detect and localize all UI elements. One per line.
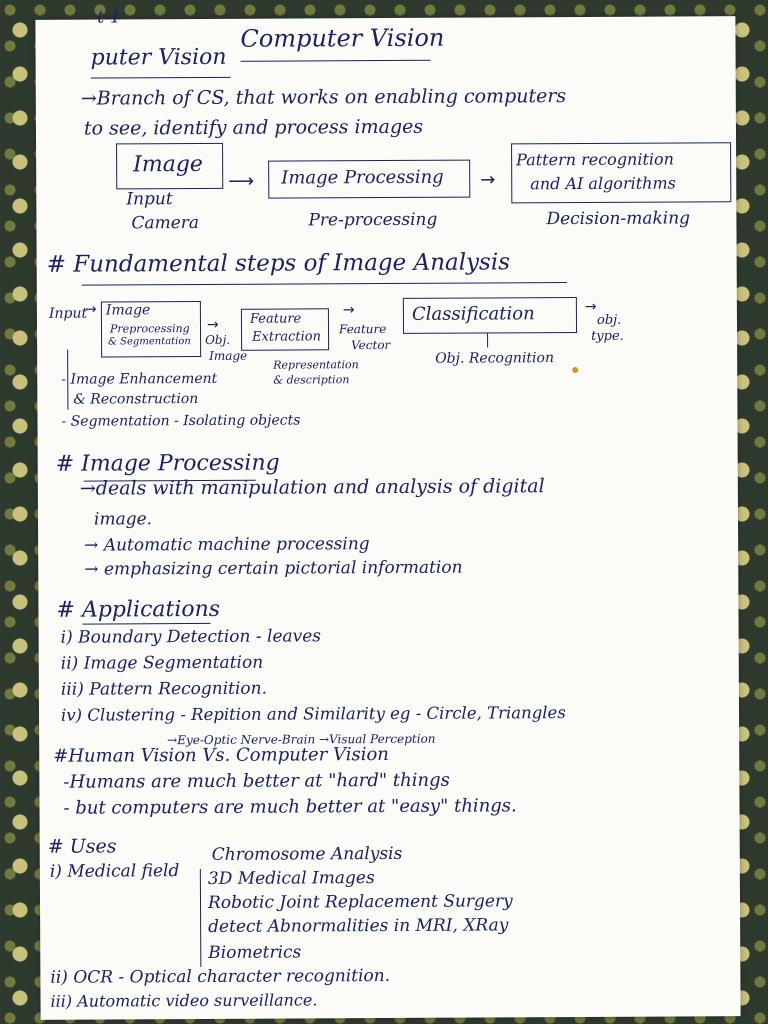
application-item-2: ii) Image Segmentation bbox=[60, 652, 264, 674]
fund-vector-label: Vector bbox=[351, 337, 391, 353]
flow-box-pattern-line-2: and AI algorithms bbox=[530, 173, 676, 194]
medical-item-5: Biometrics bbox=[208, 942, 302, 963]
hv-line-1: -Humans are much better at "hard" things bbox=[63, 769, 450, 793]
hv-line-2: - but computers are much better at "easy" things. bbox=[63, 795, 517, 819]
fund-box1-line-3: & Segmentation bbox=[108, 336, 191, 348]
flow-arrow-icon: → bbox=[84, 301, 97, 318]
fund-box1-line-1: Image bbox=[105, 302, 151, 319]
application-item-3: iii) Pattern Recognition. bbox=[60, 678, 268, 700]
flow-box-pattern-recognition bbox=[511, 142, 731, 203]
fund-box-classification bbox=[403, 297, 577, 334]
flow-arrow-icon: → bbox=[480, 169, 496, 191]
flow-box-image-label: Image bbox=[133, 151, 203, 178]
intro-line-2: to see, identify and process images bbox=[83, 115, 424, 140]
unit-label: t-1 bbox=[97, 7, 121, 28]
flow-box-image bbox=[116, 143, 223, 190]
flow-arrow-icon: ⟶ bbox=[228, 170, 255, 192]
applications-underline bbox=[83, 623, 211, 625]
fund-box2-line-1: Feature bbox=[249, 311, 302, 327]
uses-ocr: ii) OCR - Optical character recognition. bbox=[50, 965, 391, 988]
fund-obj-type-line-1: obj. bbox=[596, 312, 622, 328]
fundamental-heading: # Fundamental steps of Image Analysis bbox=[46, 249, 511, 278]
flow-box-pattern-line-1: Pattern recognition bbox=[516, 149, 674, 170]
fund-box-preprocessing bbox=[101, 301, 201, 358]
flow-label-decision: Decision-making bbox=[546, 208, 691, 230]
uses-heading: # Uses bbox=[47, 835, 117, 858]
application-item-1: i) Boundary Detection - leaves bbox=[60, 626, 322, 648]
uses-video: iii) Automatic video surveillance. bbox=[50, 990, 318, 1011]
medical-item-2: 3D Medical Images bbox=[207, 868, 375, 889]
fund-box3-label: Classification bbox=[411, 303, 535, 325]
flow-label-preprocessing: Pre-processing bbox=[308, 209, 438, 231]
image-processing-heading: # Image Processing bbox=[55, 450, 280, 477]
ip-line-4: → emphasizing certain pictorial information bbox=[84, 557, 463, 580]
ip-line-3: → Automatic machine processing bbox=[84, 534, 370, 556]
fund-repr-line-2: & description bbox=[273, 373, 350, 387]
fund-note-1-line-1: - Image Enhancement bbox=[61, 370, 218, 388]
fundamental-underline bbox=[82, 282, 567, 286]
pen-mark bbox=[572, 367, 578, 373]
fund-obj-recognition: Obj. Recognition bbox=[435, 350, 554, 367]
hv-heading: #Human Vision Vs. Computer Vision bbox=[53, 743, 389, 767]
medical-item-4: detect Abnormalities in MRI, XRay bbox=[208, 915, 509, 937]
fund-box2-line-2: Extraction bbox=[252, 329, 321, 345]
fund-note-2: - Segmentation - Isolating objects bbox=[61, 412, 301, 430]
fund-input-label: Input bbox=[48, 305, 88, 322]
fund-image-label: Image bbox=[209, 348, 248, 363]
medical-bracket bbox=[200, 869, 202, 967]
ip-line-1: →deals with manipulation and analysis of digital bbox=[79, 475, 545, 500]
fund-repr-line-1: Representation bbox=[273, 358, 359, 372]
flow-arrow-icon: → bbox=[584, 298, 597, 315]
flow-label-camera: Camera bbox=[131, 212, 200, 234]
medical-item-1: Chromosome Analysis bbox=[211, 843, 403, 865]
page-subtitle: puter Vision bbox=[90, 44, 227, 71]
ip-line-2: image. bbox=[93, 509, 153, 530]
fund-note-1-line-2: & Reconstruction bbox=[73, 390, 199, 408]
applications-heading: # Applications bbox=[56, 596, 221, 623]
subtitle-underline bbox=[91, 77, 231, 79]
flow-box-image-processing-label: Image Processing bbox=[281, 166, 444, 189]
fund-box-feature-extraction bbox=[241, 308, 329, 350]
title-underline bbox=[241, 60, 431, 62]
page-title: Computer Vision bbox=[240, 23, 445, 53]
flow-box-image-processing bbox=[268, 160, 470, 199]
application-item-4: iv) Clustering - Repition and Similarity eg - Circle, Triangles bbox=[60, 703, 566, 725]
fund-obj-label: Obj. bbox=[205, 332, 231, 347]
classification-connector bbox=[487, 333, 488, 347]
notebook-page bbox=[35, 7, 740, 1020]
fund-feature-label: Feature bbox=[338, 322, 387, 337]
fund-box1-line-2: Preprocessing bbox=[109, 322, 190, 336]
medical-field-label: i) Medical field bbox=[49, 861, 180, 882]
vision-annotation: →Eye-Optic Nerve-Brain →Visual Perception bbox=[167, 731, 436, 748]
intro-line-1: →Branch of CS, that works on enabling computers bbox=[80, 85, 567, 110]
flow-label-input: Input bbox=[126, 189, 173, 210]
fund-obj-type-line-2: type. bbox=[591, 328, 624, 344]
flow-arrow-icon: → bbox=[342, 302, 355, 319]
medical-item-3: Robotic Joint Replacement Surgery bbox=[207, 891, 513, 913]
flow-arrow-icon: → bbox=[206, 316, 219, 333]
